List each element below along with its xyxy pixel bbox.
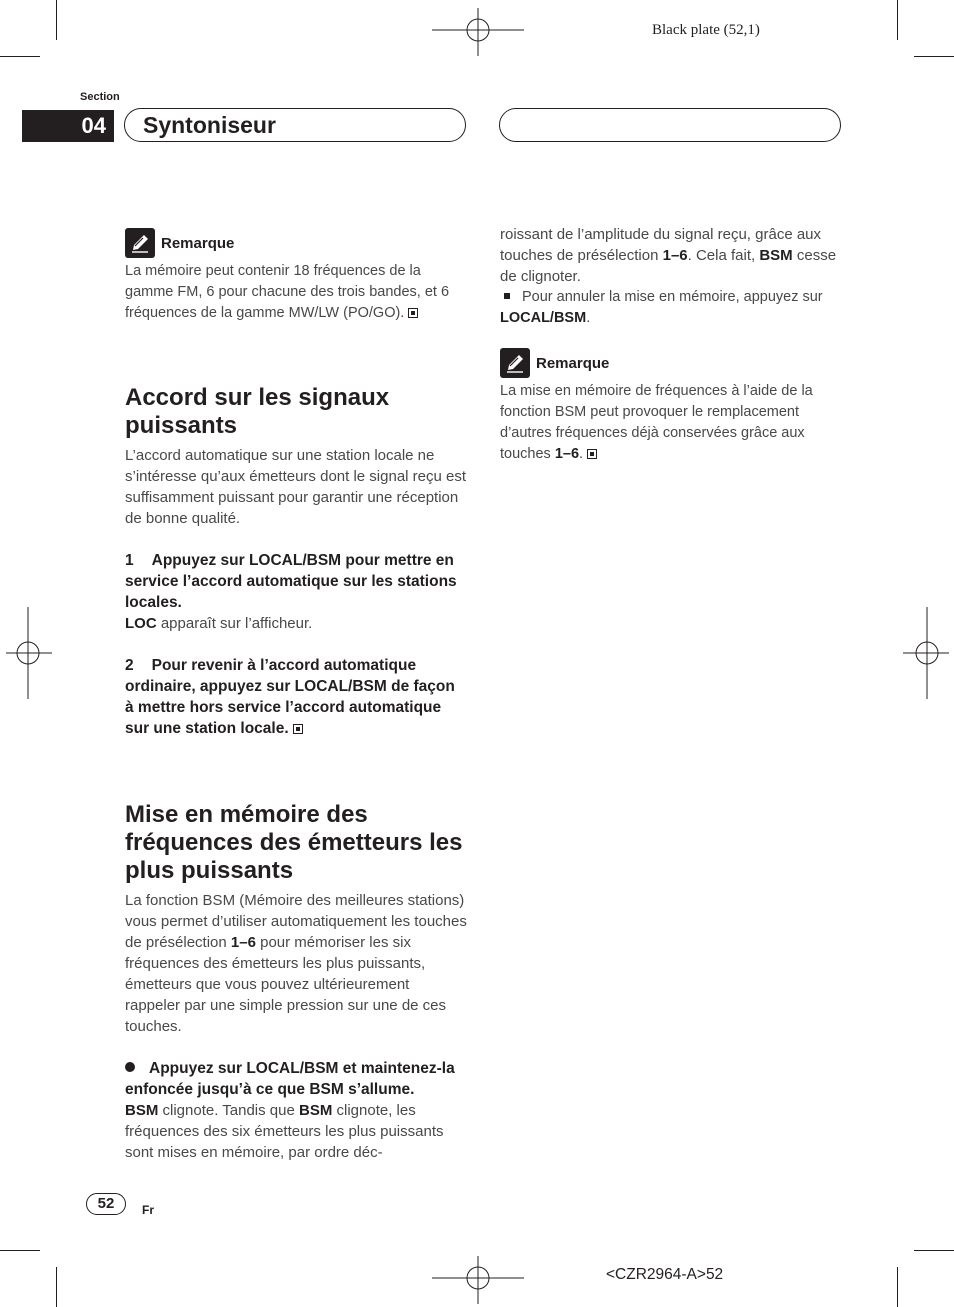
end-mark-icon: [587, 449, 597, 459]
note-block: [500, 348, 842, 465]
page-number: 52: [86, 1193, 126, 1215]
heading-accord: Accord sur les signaux puissants: [125, 384, 390, 439]
bsm-result-1: clignote. Tandis que: [158, 1102, 299, 1119]
pencil-icon: [125, 228, 155, 258]
step-1-text: Appuyez sur LOCAL/BSM pour mettre en service l’accord automatique sur les stations locales.: [125, 552, 457, 611]
step-2-text: Pour revenir à l’accord automatique ordinaire, appuyez sur LOCAL/BSM de façon à mettre hors service l’accord automatique sur une station locale.: [125, 657, 455, 737]
square-bullet-icon: [504, 293, 510, 299]
section-title: Syntoniseur: [124, 108, 466, 142]
step-number: 1: [125, 552, 134, 569]
accord-intro: L’accord automatique sur une station locale ne s’intéresse qu’aux émetteurs dont le signal reçu est suffisamment puissant pour garantir une réception de bonne qualité.: [125, 447, 467, 527]
bullet-icon: [125, 1062, 135, 1072]
note-text-b: .: [579, 446, 584, 462]
plate-label: Black plate (52,1): [652, 22, 760, 38]
step-1-result: apparaît sur l’afficheur.: [156, 615, 313, 632]
crop-mark: [0, 1250, 40, 1251]
note-text: La mémoire peut contenir 18 fréquences de la gamme FM, 6 pour chacune des trois bandes, et 6 fréquences de la gamme MW/LW (PO/GO).: [125, 263, 450, 321]
cancel-text-b: .: [586, 310, 591, 326]
note-block: [125, 228, 467, 324]
bsm-result-2: clignote, les fréquences des six émetteurs les plus puissants sont mises en mémoire, par ordre déc-: [125, 1102, 444, 1161]
crop-mark: [56, 1267, 57, 1307]
bsm-cont-c: cesse de clignoter.: [500, 247, 837, 285]
bsm-intro-b: pour mémoriser les six fréquences des émetteurs les plus puissants, émetteurs que vous pouvez ultérieurement rappeler par une simple pression sur une de ces touches.: [125, 934, 447, 1035]
crop-mark: [0, 56, 40, 57]
left-column: [125, 228, 467, 1163]
note-title: Remarque: [161, 234, 235, 252]
bsm-intro-keys: 1–6: [230, 934, 256, 951]
section-label: Section: [80, 91, 120, 103]
cancel-key: LOCAL/BSM: [500, 310, 587, 326]
end-mark-icon: [408, 308, 418, 318]
registration-mark-right: [903, 607, 949, 699]
heading-bsm: Mise en mémoire des fréquences des émetteurs les plus puissants: [125, 801, 463, 884]
section-number: 04: [22, 110, 114, 142]
registration-mark-top: [432, 8, 524, 58]
note-text-a: La mise en mémoire de fréquences à l’aide de la fonction BSM peut provoquer le remplacement d’autres fréquences déjà conservées grâce aux touches: [500, 383, 813, 462]
bsm-cont-b: . Cela fait,: [687, 247, 760, 264]
crop-mark: [56, 0, 57, 40]
bsm-cont-keys: 1–6: [662, 247, 688, 264]
header-empty-pill: [499, 108, 841, 142]
bsm-cont-a: roissant de l’amplitude du signal reçu, grâce aux touches de présélection: [500, 226, 822, 264]
bsm-label: BSM: [299, 1102, 333, 1119]
note-title: Remarque: [536, 354, 610, 372]
cancel-text-a: Pour annuler la mise en mémoire, appuyez sur: [522, 289, 823, 305]
bsm-action: Appuyez sur LOCAL/BSM et maintenez-la enfoncée jusqu’à ce que BSM s’allume.: [125, 1060, 455, 1098]
bsm-intro-a: La fonction BSM (Mémoire des meilleures stations) vous permet d’utiliser automatiquement les touches de présélection: [125, 892, 467, 951]
end-mark-icon: [293, 724, 303, 734]
loc-label: LOC: [125, 615, 157, 632]
bsm-label: BSM: [125, 1102, 159, 1119]
crop-mark: [914, 1250, 954, 1251]
crop-mark: [914, 56, 954, 57]
crop-mark: [897, 1267, 898, 1307]
right-column: [500, 224, 842, 465]
note-keys: 1–6: [554, 446, 580, 462]
registration-mark-left: [6, 607, 52, 699]
document-code: <CZR2964-A>52: [606, 1266, 724, 1283]
crop-mark: [897, 0, 898, 40]
pencil-icon: [500, 348, 530, 378]
step-number: 2: [125, 657, 134, 674]
bsm-label: BSM: [759, 247, 793, 264]
language-code: Fr: [142, 1203, 154, 1217]
registration-mark-bottom: [432, 1256, 524, 1306]
